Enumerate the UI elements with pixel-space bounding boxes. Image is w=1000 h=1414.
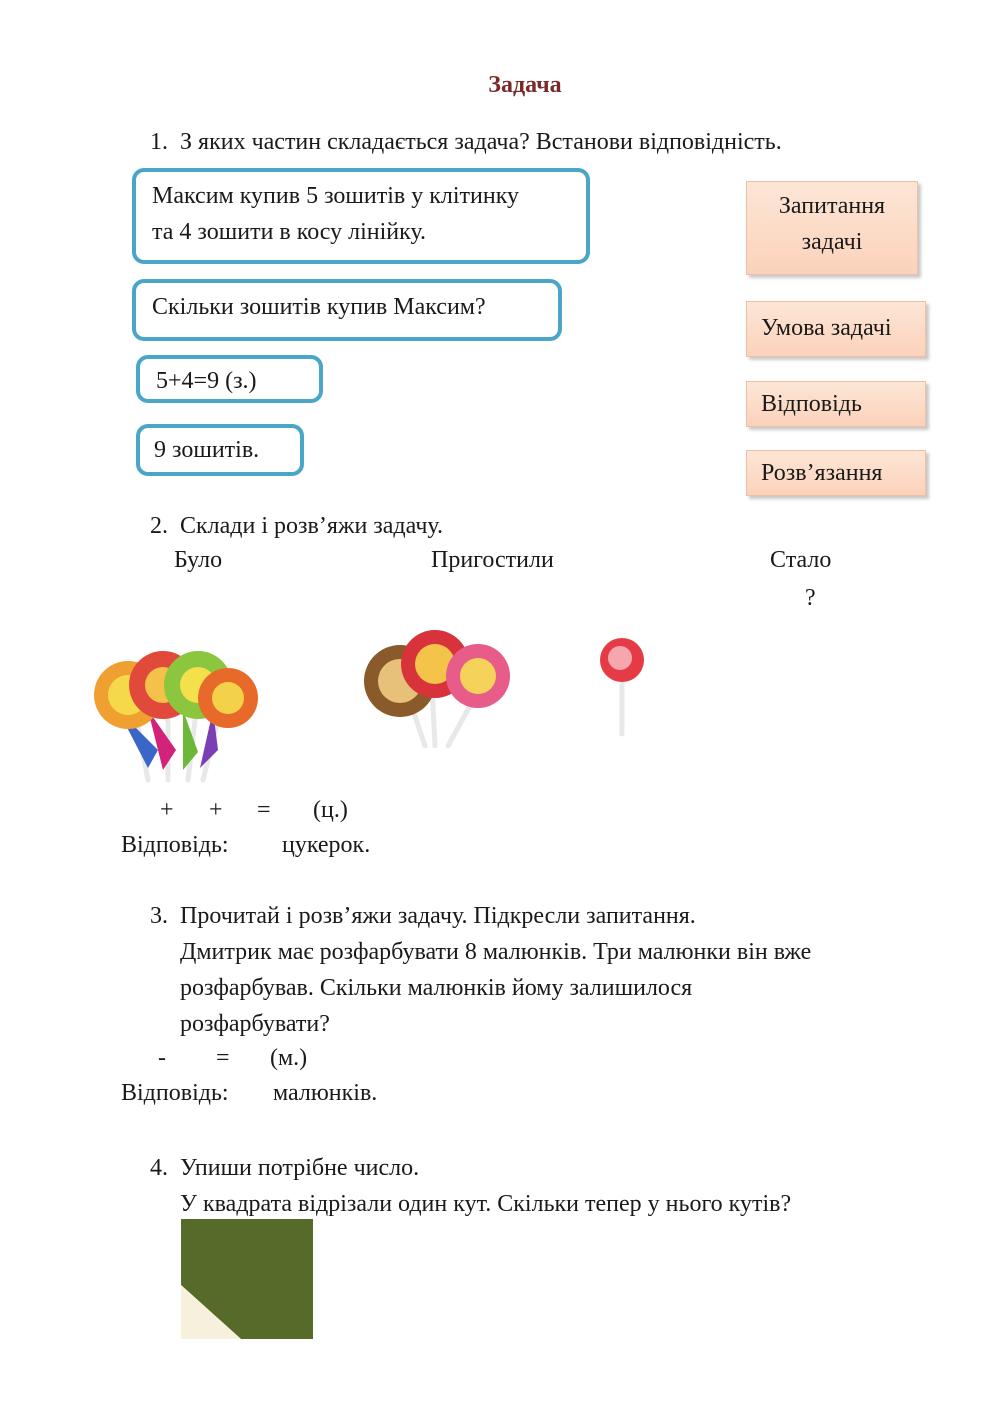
lollipop-single-image <box>596 634 652 738</box>
label-question[interactable] <box>746 181 918 275</box>
task1-text: З яких частин складається задача? Встанови відповідність. <box>180 129 782 155</box>
task3-equals: = <box>216 1045 230 1071</box>
solution-text: 5+4=9 (з.) <box>156 368 257 394</box>
label-condition[interactable] <box>746 301 926 357</box>
label-question-line1: Запитання <box>778 193 886 219</box>
label-became: Стало <box>770 547 832 573</box>
task3-line-2: розфарбував. Скільки малюнків йому залишилося <box>180 975 693 1001</box>
task2-number: 2. <box>150 513 168 539</box>
condition-box[interactable] <box>132 168 590 264</box>
label-was: Було <box>174 547 223 573</box>
answer-text: 9 зошитів. <box>154 437 260 463</box>
label-answer[interactable] <box>746 381 926 427</box>
task3-answer-unit: малюнків. <box>273 1080 378 1106</box>
task3-answer-label: Відповідь: <box>121 1080 229 1106</box>
label-treated: Пригостили <box>431 547 554 573</box>
task3-heading <box>150 898 696 934</box>
task4-number: 4. <box>150 1155 168 1181</box>
label-condition-text: Умова задачі <box>761 315 892 341</box>
task2-answer-label: Відповідь: <box>121 832 229 858</box>
label-solution[interactable] <box>746 450 926 496</box>
lollipops-three-image <box>360 626 515 748</box>
task3-line-3: розфарбувати? <box>180 1011 330 1037</box>
task1-number: 1. <box>150 129 168 155</box>
solution-box[interactable] <box>136 355 323 403</box>
task3-text: Прочитай і розв’яжи задачу. Підкресли запитання. <box>180 903 696 929</box>
task2-text: Склади і розв’яжи задачу. <box>180 513 443 539</box>
condition-line-2: та 4 зошити в косу лінійку. <box>152 219 427 245</box>
task2-answer-unit: цукерок. <box>282 832 371 858</box>
task3-line-1: Дмитрик має розфарбувати 8 малюнків. Три малюнки він вже <box>180 939 812 965</box>
task4-question: У квадрата відрізали один кут. Скільки тепер у нього кутів? <box>180 1191 792 1217</box>
task3-body <box>180 934 811 1042</box>
label-question-line2: задачі <box>801 229 863 255</box>
question-text: Скільки зошитів купив Максим? <box>152 294 486 320</box>
label-solution-text: Розв’язання <box>761 460 883 486</box>
question-mark: ? <box>805 585 816 611</box>
label-answer-text: Відповідь <box>761 391 862 417</box>
task2-equals: = <box>257 797 271 823</box>
task2-plus-2: + <box>209 797 223 823</box>
question-box[interactable] <box>132 279 562 341</box>
task4-text: Упиши потрібне число. <box>180 1155 420 1181</box>
task2-plus-1: + <box>160 797 174 823</box>
lollipops-four-image <box>88 640 258 785</box>
task3-number: 3. <box>150 903 168 929</box>
page-title: Задача <box>488 72 562 98</box>
task4-heading <box>150 1150 419 1186</box>
cut-square-image <box>181 1219 313 1339</box>
task3-unit: (м.) <box>270 1045 308 1071</box>
task2-heading <box>150 508 443 544</box>
condition-line-1: Максим купив 5 зошитів у клітинку <box>152 183 520 209</box>
task1-heading <box>150 124 782 160</box>
task2-unit: (ц.) <box>313 797 348 823</box>
answer-box[interactable] <box>136 424 304 476</box>
task3-minus: - <box>158 1045 166 1071</box>
